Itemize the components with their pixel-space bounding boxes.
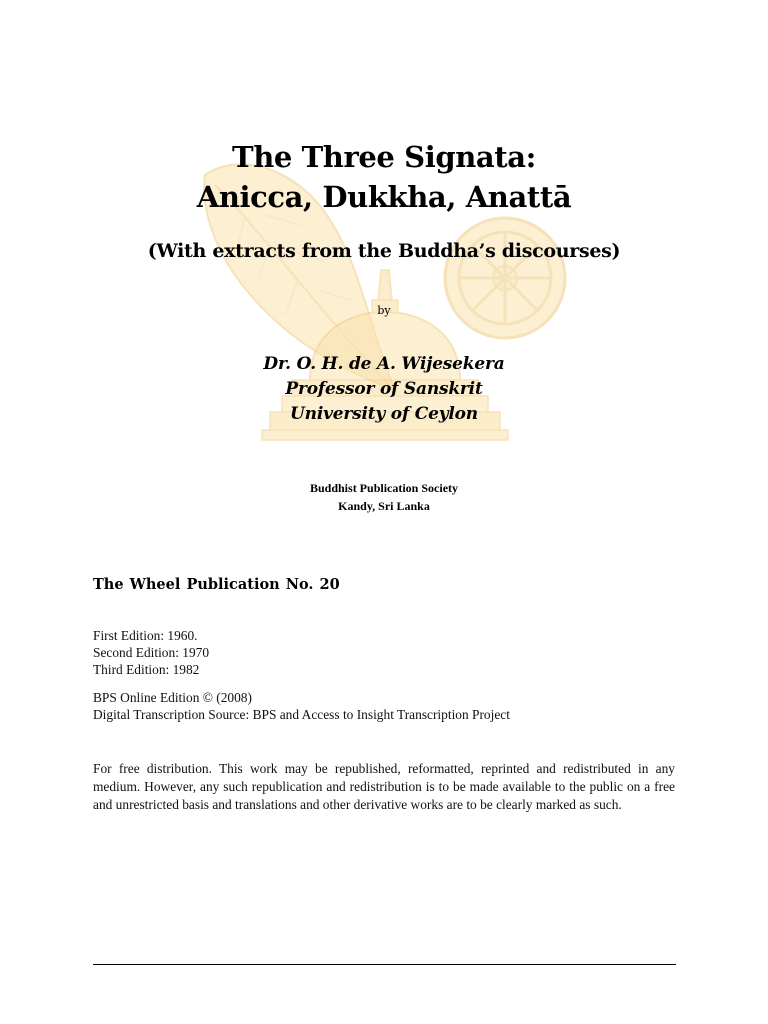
publisher-name: Buddhist Publication Society: [309, 481, 459, 495]
subtitle: (With extracts from the Buddha’s discourses): [147, 240, 621, 262]
title-line-1: The Three Signata:: [232, 140, 536, 174]
author-position: Professor of Sanskrit: [285, 379, 483, 399]
edition-line: First Edition: 1960.: [93, 628, 198, 643]
title-line-2: Anicca, Dukkha, Anattā: [196, 180, 572, 214]
series-title: The Wheel Publication No. 20: [93, 576, 340, 593]
edition-line: Third Edition: 1982: [93, 662, 200, 677]
license-notice: For free distribution. This work may be republished, reformatted, reprinted and redistributed in any medium. However, any such republication and redistribution is to be made available to the public on a free and unrestricted basis and translations and other derivative works are to be clearly marked as such.: [93, 761, 675, 812]
author-institution: University of Ceylon: [290, 404, 478, 424]
footer-divider: [93, 964, 676, 965]
transcription-source: Digital Transcription Source: BPS and Access to Insight Transcription Project: [93, 707, 510, 722]
edition-line: Second Edition: 1970: [93, 645, 210, 660]
online-edition-block: [93, 690, 510, 724]
online-edition: BPS Online Edition © (2008): [93, 690, 252, 705]
byline: by: [377, 304, 391, 317]
dhamma-wheel-icon: [445, 218, 565, 338]
publisher-place: Kandy, Sri Lanka: [338, 499, 430, 513]
author-name: Dr. O. H. de A. Wijesekera: [263, 354, 505, 374]
edition-list: [93, 628, 209, 679]
